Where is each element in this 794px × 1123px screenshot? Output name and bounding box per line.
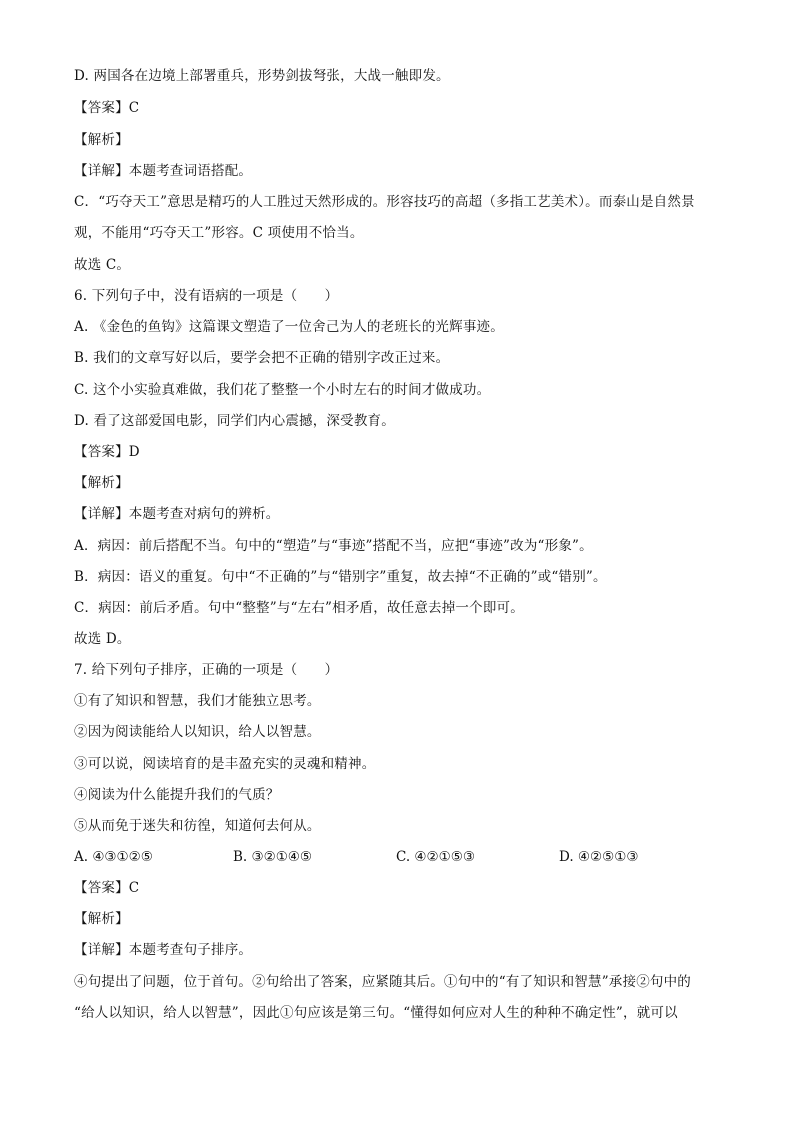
answer-label: 【答案】C — [74, 100, 140, 116]
sentence-1: ①有了知识和智慧，我们才能独立思考。 — [74, 693, 321, 709]
question-7-option-a: A. ④③①②⑤ — [74, 849, 153, 865]
analysis-label: 【解析】 — [74, 475, 129, 491]
explanation-text: A．病因：前后搭配不当。句中的“塑造”与“事迹”搭配不当，应把“事迹”改为“形象”。 — [74, 538, 593, 554]
conclusion-text: 故选 D。 — [74, 631, 131, 647]
analysis-label: 【解析】 — [74, 132, 129, 148]
explanation-text: “给人以知识，给人以智慧”，因此①句应该是第三句。“懂得如何应对人生的种种不确定性”，就可以 — [74, 1005, 678, 1021]
analysis-label: 【解析】 — [74, 911, 129, 927]
question-6-option-c: C. 这个小实验真难做，我们花了整整一个小时左右的时间才做成功。 — [74, 382, 491, 398]
explanation-text: C．“巧夺天工”意思是精巧的人工胜过天然形成的。形容技巧的高超（多指工艺美术）。而泰山是自然景 — [74, 194, 695, 210]
sentence-4: ④阅读为什么能提升我们的气质？ — [74, 787, 280, 803]
question-6-option-a: A. 《金色的鱼钩》这篇课文塑造了一位舍己为人的老班长的光辉事迹。 — [74, 319, 504, 335]
answer-label: 【答案】C — [74, 880, 140, 896]
explanation-text: C．病因：前后矛盾。句中“整整”与“左右”相矛盾，故任意去掉一个即可。 — [74, 600, 524, 616]
conclusion-text: 故选 C。 — [74, 257, 131, 273]
question-7-option-d: D. ④②⑤①③ — [559, 849, 639, 865]
sentence-5: ⑤从而免于迷失和彷徨，知道何去何从。 — [74, 818, 321, 834]
question-7-option-b: B. ③②①④⑤ — [233, 849, 313, 865]
question-6-option-b: B. 我们的文章写好以后，要学会把不正确的错别字改正过来。 — [74, 350, 450, 366]
question-6-option-d: D. 看了这部爱国电影，同学们内心震撼，深受教育。 — [74, 413, 395, 429]
detail-text: 【详解】本题考查对病句的辨析。 — [74, 506, 280, 522]
detail-text: 【详解】本题考查句子排序。 — [74, 942, 253, 958]
question-7-option-c: C. ④②①⑤③ — [396, 849, 475, 865]
sentence-2: ②因为阅读能给人以知识，给人以智慧。 — [74, 724, 321, 740]
option-d-text: D. 两国各在边境上部署重兵，形势剑拔弩张，大战一触即发。 — [74, 68, 450, 84]
explanation-text: 观，不能用“巧夺天工”形容。C 项使用不恰当。 — [74, 225, 364, 241]
question-6-title: 6. 下列句子中，没有语病的一项是（ ） — [74, 288, 339, 304]
question-7-title: 7. 给下列句子排序，正确的一项是（ ） — [74, 662, 339, 678]
sentence-3: ③可以说，阅读培育的是丰盈充实的灵魂和精神。 — [74, 756, 376, 772]
explanation-text: ④句提出了问题，位于首句。②句给出了答案，应紧随其后。①句中的“有了知识和智慧”承接②句中的 — [74, 974, 692, 990]
explanation-text: B．病因：语义的重复。句中“不正确的”与“错别字”重复，故去掉“不正确的”或“错别”。 — [74, 569, 607, 585]
detail-text: 【详解】本题考查词语搭配。 — [74, 163, 253, 179]
answer-label: 【答案】D — [74, 444, 140, 460]
